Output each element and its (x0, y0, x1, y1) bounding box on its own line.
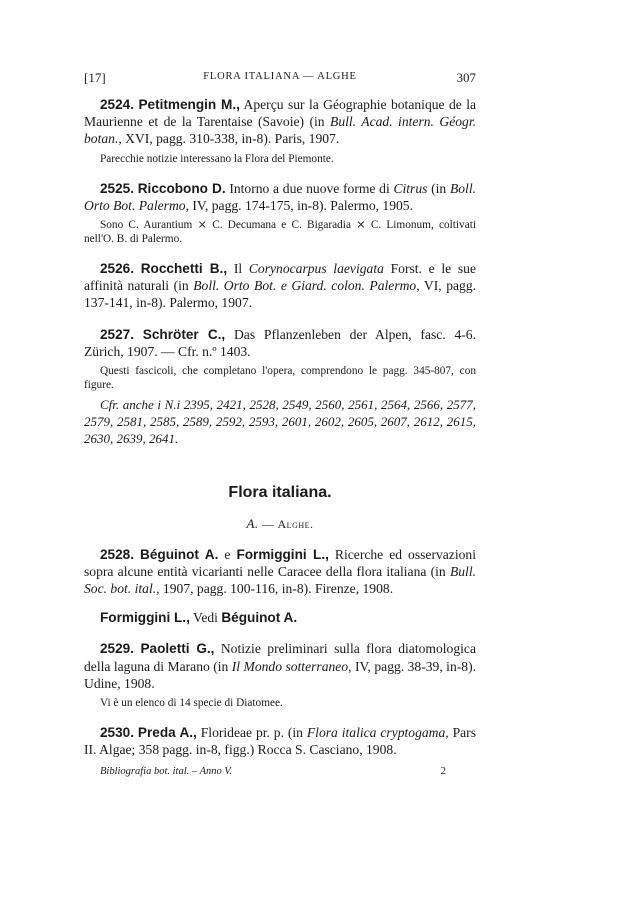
cross-reference: Cfr. anche i N.i 2395, 2421, 2528, 2549, 2560, 2561, 2564, 2566, 2577, 2579, 2581, 2585, 2589, 2592, 2593, 2601, 2602, 2605, 2607, 2612, 2615, 2630, 2639, 2641. (84, 397, 476, 447)
entry-number: 2530. (100, 725, 135, 741)
subsection-name: — Alghe. (258, 516, 314, 531)
page-footer (84, 766, 476, 782)
section-title: Flora italiana. (228, 483, 332, 501)
entry-journal: Flora italica cryptogama, (306, 725, 449, 741)
footer-signature: Bibliografia bot. ital. – Anno V. (100, 766, 233, 778)
entry-number: 2524. (100, 97, 135, 112)
entry-number: 2529. (100, 641, 135, 657)
entry-text: Ricerche ed osservazioni sopra alcune entità vicarianti nelle Caracee della flora italiana (in (84, 546, 476, 579)
subsection-title (84, 516, 476, 532)
entry-author: Rocchetti B., (140, 261, 228, 277)
entry-2529 (84, 640, 476, 710)
page (84, 70, 476, 782)
entry-2530 (84, 724, 476, 758)
entry-number: 2527. (100, 326, 135, 342)
entry-author: Preda A., (137, 725, 197, 741)
entry-author: Riccobono D. (137, 180, 226, 196)
entry-text: Il (227, 261, 249, 277)
entry-number: 2525. (100, 180, 135, 196)
entry-text: Notizie preliminari sulla flora diatomologica della laguna di Marano (in (84, 641, 476, 674)
entry-number: 2528. (100, 546, 135, 562)
entry-2527 (84, 326, 476, 448)
entry-journal: Bull. Soc. bot. ital. (84, 563, 476, 597)
entry-text: Florideae pr. p. (in (196, 725, 307, 741)
entry-journal: Corynocarpus laevigata (248, 261, 384, 277)
entry-note: Parecchie notizie interessano la Flora del Piemonte. (100, 152, 334, 165)
entry-note: Sono C. Aurantium ⨯ C. Decumana e C. Bigaradia ⨯ C. Limonum, coltivati nell'O. B. di Palermo. (84, 219, 476, 246)
see-text: Vedi (189, 610, 222, 626)
running-title: FLORA ITALIANA — ALGHE (203, 71, 357, 82)
page-number-left: [17] (84, 70, 106, 85)
entry-text: Das Pflanzenleben der Alpen, fasc. 4-6. Zürich, 1907. — Cfr. n.º 1403. (84, 326, 476, 359)
entry-text: , VI, pagg. 137-141, in-8). Palermo, 1907. (84, 278, 477, 311)
entry-text: , IV, pagg. 38-39, in-8). Udine, 1908. (84, 658, 476, 691)
entry-author: Schröter C., (142, 326, 226, 342)
see-target: Béguinot A. (221, 610, 298, 626)
entry-2526 (84, 260, 476, 312)
entry-text: , 1907, pagg. 100-116, in-8). Firenze, 1908. (156, 581, 394, 597)
see-entry (84, 609, 476, 626)
entry-author: Béguinot A. (140, 546, 219, 562)
entry-author: Petitmengin M., (138, 97, 240, 112)
entry-text: (in (427, 180, 450, 196)
entry-text: Intorno a due nuove forme di (225, 180, 394, 196)
subsection-letter: A. (246, 515, 259, 531)
entry-journal: Boll. Orto Bot. e Giard. colon. Palermo (193, 278, 417, 294)
entry-note: Vi è un elenco di 14 specie di Diatomee. (100, 697, 283, 710)
entry-number: 2526. (100, 261, 135, 277)
entry-text: Forst. e le sue affinità naturali (in (84, 261, 476, 294)
entry-journal: Boll. Orto Bot. Palermo (84, 180, 476, 213)
footer-sheet-number: 2 (440, 766, 446, 778)
entry-journal: Il Mondo sotterraneo (231, 658, 349, 674)
see-author: Formiggini L., (100, 610, 190, 626)
entry-journal: Citrus (393, 180, 428, 196)
entry-text: e (218, 546, 237, 562)
entry-2528 (84, 546, 476, 598)
entry-author-2: Formiggini L., (236, 546, 329, 562)
entry-text: , XVI, pagg. 310-338, in-8). Paris, 1907. (118, 131, 340, 147)
entry-2525 (84, 180, 476, 246)
entry-text: , IV, pagg. 174-175, in-8). Palermo, 1905. (185, 197, 413, 213)
page-number-right: 307 (456, 70, 476, 85)
running-head (84, 70, 476, 88)
entry-2524 (84, 96, 476, 166)
entry-journal: Bull. Acad. intern. Géogr. botan. (84, 114, 477, 147)
entry-text: Pars II. Algae; 358 pagg. in-8, figg.) Rocca S. Casciano, 1908. (84, 725, 476, 758)
entry-author: Paoletti G., (140, 641, 215, 657)
entry-text: Aperçu sur la Géographie botanique de la Maurienne et de la Tarentaise (Savoie) (in (84, 97, 477, 130)
entry-note: Questi fascicoli, che completano l'opera, comprendono le pagg. 345-807, con figure. (84, 365, 476, 392)
